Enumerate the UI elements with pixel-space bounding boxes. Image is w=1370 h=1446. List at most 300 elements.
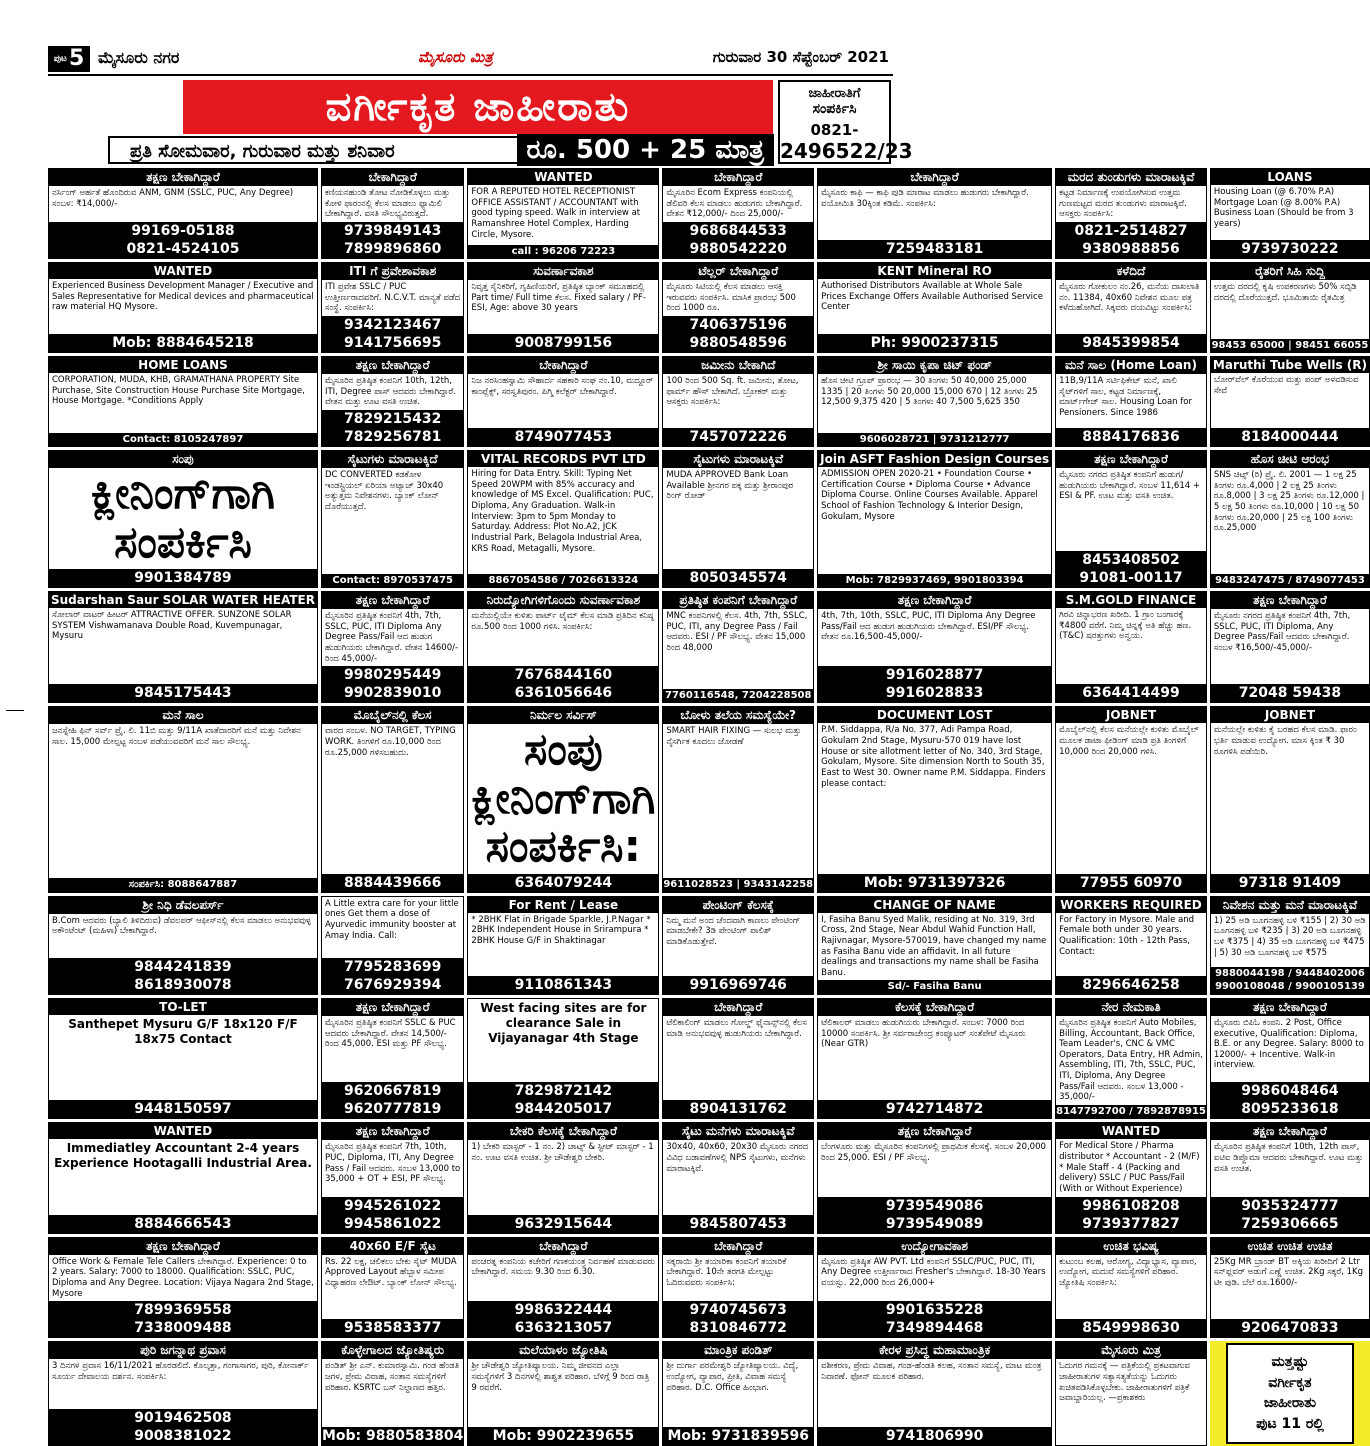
ad-body: ಮೈಸೂರಿನ ಪ್ರತಿಷ್ಠಿತ ಕಂಪನಿಗೆ 7th, 10th, PUC, Diploma, ITI, Any Degree Pass / Fail ಆದವರು. ಸಂಬಳ 13,000 to 35,000 + OT + ESI, PF ಸೌಲಭ್ಯ.: [324, 1142, 461, 1185]
classified-ad: [48, 896, 318, 995]
more-line-3: ಜಾಹೀರಾತು: [1263, 1395, 1317, 1412]
ad-phone: Sd/- Fasiha Banu: [818, 980, 1051, 994]
ad-body: For Medical Store / Pharma distributor * Accountant - 2 (M/F) * Male Staff - 4 (Packing and delivery) SSLC / PUC Pass/Fail (With or Without Experience): [1059, 1141, 1200, 1194]
classified-ad: [321, 1341, 464, 1446]
ad-phone: Mob: 8884645218: [49, 334, 317, 352]
ad-heading: ಪ್ರತಿಷ್ಠಿತ ಕಂಪನಿಗೆ ಬೇಕಾಗಿದ್ದಾರೆ: [663, 592, 813, 609]
ad-phone: Mob: 9902239655: [468, 1427, 658, 1445]
ad-phone: 9880044198 / 9448402006: [1211, 967, 1369, 981]
classified-ad: [467, 356, 659, 447]
ad-phone: 9901384789: [49, 569, 317, 587]
ad-phone: 9901635228: [818, 1301, 1051, 1319]
ad-phone: 7760116548, 7204228508: [665, 689, 812, 701]
ad-heading: ಶ್ರೀ ಸಾಯಿ ಕೃಪಾ ಚಿಟ್ ಫಂಡ್: [818, 357, 1051, 374]
banner-rate: ರೂ. 500 + 25 ಮಾತ್ರ: [517, 134, 774, 166]
classified-ad: [1055, 356, 1207, 447]
ad-phone: 9035324777: [1211, 1197, 1369, 1215]
ad-heading: S.M.GOLD FINANCE: [1056, 592, 1206, 608]
ad-body: ನರ್ಸಿಂಗ್ ಅರ್ಹತೆ ಹೊಂದಿರುವ ANM, GNM (SSLC, PUC, Any Degree) ಸಂಬಳ: ₹14,000/-: [52, 188, 294, 209]
ad-phone-secondary: 8618930078: [49, 976, 317, 994]
ad-body: ಮೈಸೂರಿನ ಪ್ರತಿಷ್ಠಿತ ಕಂಪನಿಗೆ SSLC & PUC ಆದವರು ಬೇಕಾಗಿದ್ದಾರೆ. ವೇತನ 14,500/- ರಿಂದ 45,000. ESI ಮತ್ತು PF ಸೌಲಭ್ಯ.: [324, 1017, 456, 1050]
ad-body: Office Work & Female Tele Callers ಬೇಕಾಗಿದ್ದಾರೆ. Experience: 0 to 2 years. Salary: 7000 to 18000. Qualification: SSLC, PUC, Diploma and Any Degree. Location: Vijaya Nagara 2nd Stage, Mysore: [52, 1256, 314, 1299]
ad-heading: ಮಾಂತ್ರಿಕ ಪಂಡಿತ್: [663, 1342, 813, 1359]
ad-body: ನಿಮ್ಮ ಮನೆ ಅಂದ ಚೆಂದವಾಗಿ ಕಾಣಲು ಪೇಂಟಿಂಗ್ ಮಾಡಬೇಕೇ? 3ಡಿ ಪೇಂಟಿಂಗ್ ಪಾಲಿಶ್ ಮಾಡಿಕೊಡುತ್ತೇವೆ.: [666, 915, 801, 947]
ad-heading: ಬೋಳು ತಲೆಯ ಸಮಸ್ಯೆಯೇ?: [663, 707, 813, 724]
classified-ad: [662, 356, 814, 447]
ad-body: Rs. 22 ಲಕ್ಷ, ಚಲಿಕಲು ಬೇಕು ಸೈಟ್ MUDA Approved Layout ಹೆಬ್ಬಾಳ ಸಮೀಪ ವಿಧ್ಯಾಹರಣ ಲೇಔಟ್. ಬ್ಯಾಂಕ್ ಲೋನ್ ಸೌಲಭ್ಯ.: [324, 1256, 457, 1288]
ad-heading: ಜಮೀನು ಬೇಕಾಗಿದೆ: [663, 357, 813, 374]
classified-ad: [662, 450, 814, 588]
ad-body: A Little extra care for your little ones Get them a dose of Ayurvedic immunity booster at Amay India. Call:: [324, 898, 459, 941]
ad-heading: ತಕ್ಷಣ ಬೇಕಾಗಿದ್ದಾರೆ: [322, 592, 463, 609]
ad-phone: 8549998630: [1056, 1319, 1206, 1337]
ad-heading: ಬೇಕಾಗಿದ್ದಾರೆ: [468, 1238, 658, 1255]
classified-grid: [48, 168, 1369, 1445]
ad-heading: WANTED: [49, 1123, 317, 1139]
ad-body: ಶ್ರೀ ದುರ್ಗಾ ಪರಮೇಶ್ವರಿ ಜ್ಯೋತಿಷ್ಯಾಲಯ. ವಿದ್ಯೆ, ಉದ್ಯೋಗ, ವ್ಯಾಪಾರ, ಪ್ರೀತಿ, ವಿವಾಹ ಸಮಸ್ಯೆ ಪರಿಹಾರ. D.C. Office ಹಿಂಭಾಗ.: [666, 1361, 799, 1393]
ad-heading: ಉಚಿತ ಉಚಿತ ಉಚಿತ: [1211, 1238, 1369, 1255]
ad-phone: 9945261022: [322, 1197, 463, 1215]
ad-phone: Mob: 7829937469, 9901803394: [818, 574, 1051, 588]
ad-body: ಟೆಲಿಕಾಲರ್ ಮಾಡಲು ಹುಡುಗಿಯರು ಬೇಕಾಗಿದ್ದಾರೆ. ಸಂಬಳ: 7000 ರಿಂದ 10000 ಸಂಪರ್ಕಿಸಿ. ಶ್ರೀ ಸರ್ವರಾಜೇಂದ್ರ ಕಂಪ್ಯೂಟರ್ ಸಂತೆಪೇಟೆ ಮೈಸೂರು (Near GTR): [821, 1017, 1026, 1050]
ad-heading: Sudarshan Saur SOLAR WATER HEATER: [51, 593, 315, 608]
ad-body: ಉತ್ತಮ ದರದಲ್ಲಿ ಕೃಷಿ ಉಪಕರಣಗಳು 50% ಸಬ್ಸಿಡಿ ದರದಲ್ಲಿ ದೊರೆಯುತ್ತದೆ. ಭೂಮಿತಾಯಿ ರೈತಮಿತ್ರ: [1213, 282, 1357, 303]
ad-phone: 9611028523 | 9343142258: [663, 879, 814, 891]
newspaper-logo: ಮೈಸೂರು ಮಿತ್ರ: [418, 48, 493, 66]
ad-phone-secondary: 9008381022: [49, 1427, 317, 1445]
ad-body: ಹೊಸ ಚೀಟಿ ಗ್ರೂಪ್ ಪ್ರಾರಂಭ — 30 ತಿಂಗಳು 50 40,000 25,000 1335 | 20 ತಿಂಗಳು 50 20,000 15,000 670 | 12 ತಿಂಗಳು 25 12,500 9,375 420 | 5 ತಿಂಗಳು 40 7,500 5,625 350: [821, 376, 1038, 408]
ad-phone: 8884176836: [1056, 428, 1206, 446]
ad-contact-box: [778, 80, 913, 164]
ad-body: ಮನೆಯಲ್ಲಿಯೇ ಕುಳಿತು ಪಾರ್ಟ್ ಟೈಮ್ ಕೆಲಸ ಮಾಡಿ ಪ್ರತಿದಿನ ಕನಿಷ್ಠ ರೂ.500 ರಿಂದ 1000 ಗಳಿಸಿ. ಸಂಪರ್ಕಿಸಿ:: [471, 611, 654, 632]
ad-heading: JOBNET: [1056, 707, 1206, 723]
classified-ad: [467, 591, 659, 703]
ad-phone: 8050345574: [663, 569, 813, 587]
ad-phone-secondary: 9902839010: [322, 684, 463, 702]
classified-ad: [662, 998, 814, 1120]
ad-phone: 7259483181: [818, 240, 1051, 258]
ad-body: Housing Loan (@ 6.70% P.A) Mortgage Loan (@ 8.00% P.A) Business Loan (Should be from 3 years): [1213, 187, 1354, 229]
ad-heading: ಸೈಟುಗಳು ಮಾರಾಟಕ್ಕಿದೆ: [322, 451, 463, 468]
ad-phone: 8147792700 / 7892878915: [1056, 1105, 1206, 1117]
ad-heading: ಕೇರಳ ಪ್ರಸಿದ್ಧ ಮಹಾಮಾಂತ್ರಿಕ: [818, 1342, 1051, 1359]
ad-heading: ಪೇಂಟಿಂಗ್ ಕೆಲಸಕ್ಕೆ: [663, 897, 813, 914]
classified-ad: [1210, 1237, 1370, 1339]
ad-heading: ತಕ್ಷಣ ಬೇಕಾಗಿದ್ದಾರೆ: [1211, 999, 1369, 1016]
classified-ad: [467, 896, 659, 995]
ad-body: ಬೋರ್‌ವೆಲ್ ಕೊರೆಯುವ ಮತ್ತು ಪಂಪ್ ಅಳವಡಿಸುವ ಸೇವೆ: [1213, 375, 1359, 396]
ad-heading: For Rent / Lease: [468, 897, 658, 913]
ad-phone: 9606028721 | 9731212777: [818, 433, 1051, 447]
page-number-badge: ಪುಟ5: [48, 46, 90, 72]
ad-body: ಶ್ರೀ ಚೌಡೇಶ್ವರಿ ಜ್ಯೋತಿಷ್ಯಾಲಯ. ನಿಮ್ಮ ಜೀವನದ ಎಲ್ಲಾ ಸಮಸ್ಯೆಗಳಿಗೆ 3 ದಿನಗಳಲ್ಲಿ ಶಾಶ್ವತ ಪರಿಹಾರ. ಬೆಳಿಗ್ಗೆ 9 ರಿಂದ ರಾತ್ರಿ 9 ರವರೆಗೆ.: [471, 1361, 650, 1393]
classified-ad: [1055, 450, 1207, 588]
ad-phone: 6364414499: [1056, 684, 1206, 702]
ad-phone-secondary: 6361056646: [468, 684, 658, 702]
ad-phone-secondary: 9900108048 / 9900105139: [1211, 980, 1369, 994]
issue-date: ಗುರುವಾರ 30 ಸೆಪ್ಟೆಂಬರ್ 2021: [712, 48, 889, 66]
ad-heading: ತಕ್ಷಣ ಬೇಕಾಗಿದ್ದಾರೆ: [322, 1123, 463, 1140]
contact-line-3: 0821-: [810, 121, 859, 139]
ad-phone: 8453408502: [1056, 551, 1206, 569]
ad-phone-secondary: 9739377827: [1056, 1215, 1206, 1233]
ad-body: ಮೈಸೂರು ಗೋಕುಲಂ ನಂ.26, ಮನೆಯ ದಾಖಲಾತಿ ನಂ. 11384, 40x60 ನಿವೇಶನ ಮೂಲ ಪತ್ರ ಕಳೆದುಹೋಗಿದೆ. ಸಿಕ್ಕವರು ದಯವಿಟ್ಟು ಸಂಪರ್ಕಿಸಿ:: [1059, 282, 1200, 314]
ad-heading: CHANGE OF NAME: [818, 897, 1051, 913]
ad-heading: ಉಚಿತ ಭವಿಷ್ಯ: [1056, 1238, 1206, 1255]
ad-body: ಮೈಸೂರು ಕಾಫಿ — ಕಾಫಿ ಪುಡಿ ಮಾರಾಟ ಮಾಡಲು ಹುಡುಗರು ಬೇಕಾಗಿದ್ದಾರೆ. ವಯೋಮಿತಿ 30ಕ್ಕಿಂತ ಕಡಿಮೆ. ಸಂಪರ್ಕಿಸಿ:: [821, 188, 1029, 209]
ad-phone: 0821-2514827: [1056, 222, 1206, 240]
ad-phone-secondary: 8095233618: [1211, 1100, 1369, 1118]
ad-heading: 40x60 E/F ಸೈಟ: [322, 1238, 463, 1255]
ad-body: 11B,9/11A ಸರ್ಟಿಫಿಕೇಟ್ ಮನೆ, ಖಾಲಿ ಸೈಟ್‌ಗಳಿಗೆ ಸಾಲ, ಕಟ್ಟಡ ನಿರ್ಮಾಣಕ್ಕೆ, ಮಾರ್ಟ್‌ಗೇಜ್ ಸಾಲ. Housing Loan for Pensioners. Since 1986: [1059, 376, 1192, 418]
ad-heading: ಹೊಸ ಚೀಟಿ ಆರಂಭ: [1211, 451, 1369, 468]
ad-heading: ಮರದ ತುಂಡುಗಳು ಮಾರಾಟಕ್ಕಿವೆ: [1056, 169, 1206, 186]
ad-heading: WANTED: [468, 169, 658, 185]
ad-body: ಓದುಗರ ಗಮನಕ್ಕೆ — ಪತ್ರಿಕೆಯಲ್ಲಿ ಪ್ರಕಟವಾಗುವ ಜಾಹೀರಾತುಗಳ ಸತ್ಯಾಸತ್ಯತೆಯನ್ನು ಓದುಗರು ಖಚಿತಪಡಿಸಿಕೊಳ್ಳಬೇಕು. ಜಾಹೀರಾತುಗಳಿಗೆ ಪತ್ರಿಕೆ ಜವಾಬ್ದಾರಿಯಲ್ಲ. —ಪ್ರಕಾಶಕರು: [1059, 1361, 1190, 1404]
ad-phone: 7829872142: [468, 1082, 658, 1100]
classified-ad: [817, 706, 1052, 892]
ad-heading: ತಕ್ಷಣ ಬೇಕಾಗಿದ್ದಾರೆ: [818, 592, 1051, 609]
ad-body: CORPORATION, MUDA, KHB, GRAMATHANA PROPERTY Site Purchase, Site Construction House Purchase Site Mortgage, House Mortgage. *Conditions Apply: [52, 375, 305, 407]
ad-phone: 9342123467: [322, 316, 463, 334]
classified-ad: [817, 262, 1052, 353]
contact-phone: 2496522/23: [780, 139, 913, 163]
classified-ad: [48, 1237, 318, 1339]
ad-body: ಪಂಡಿತ್ ಶ್ರೀ ಎನ್. ಕುಮಾರಸ್ವಾಮಿ. ಗಂಡ ಹೆಂಡತಿ ಜಗಳ, ಪ್ರೇಮ ವಿವಾಹ, ಸಂತಾನ ಸಮಸ್ಯೆಗಳಿಗೆ ಪರಿಹಾರ. KSRTC ಬಸ್ ನಿಲ್ದಾಣದ ಹತ್ತಿರ.: [324, 1361, 460, 1393]
ad-phone-secondary: 7349894468: [818, 1319, 1051, 1337]
ad-body: SMART HAIR FIXING — ಸುಲಭ ಮತ್ತು ನೈಸರ್ಗಿಕ ಕೂದಲು ಜೋಡಣೆ: [666, 726, 802, 747]
classified-ad: [1210, 896, 1370, 995]
classified-ad: [467, 450, 659, 588]
ad-heading: HOME LOANS: [49, 357, 317, 373]
ad-phone: 9845807453: [663, 1215, 813, 1233]
ad-heading: ಪುರಿ ಜಗನ್ನಾಥ ಪ್ರವಾಸ: [49, 1342, 317, 1359]
ad-heading: ಮಲೆಯಾಳಂ ಜ್ಯೋತಿಷಿ: [468, 1342, 658, 1359]
ad-heading: ತಕ್ಷಣ ಬೇಕಾಗಿದ್ದಾರೆ: [49, 169, 317, 186]
ad-phone-secondary: 8310846772: [663, 1319, 813, 1337]
ad-body: Experienced Business Development Manager / Executive and Sales Representative for Medical devices and pharmaceutical raw material HQ Mysore.: [52, 281, 314, 313]
ad-phone: 9845175443: [49, 684, 317, 702]
ad-phone: 9845399854: [1056, 334, 1206, 352]
ad-phone: call : 96206 72223: [468, 245, 658, 259]
ad-phone: 77955 60970: [1056, 874, 1206, 892]
ad-phone: 8867054586 / 7026613324: [468, 574, 658, 588]
ad-body: ಸಕ್ಕರಾಯಿ ಶ್ರೀ ತಯಾರಿಕಾ ಕಂಪನಿಗೆ ತಯಾರಿಕೆ ಬೇಕಾಗಿದ್ದಾರೆ. 10ನೇ ತರಗತಿ ಮೇಲ್ಪಟ್ಟು ಓದಿರುವವರು ಸಂಪರ್ಕಿಸಿ:: [666, 1256, 787, 1288]
ad-body: ADMISSION OPEN 2020-21 • Foundation Course • Certification Course • Diploma Course • Advance Diploma Course. Online Courses Available. Apparel School of Fashion Technology & Interior Design, Gokulam, Mysore: [821, 469, 1038, 522]
ad-phone-secondary: 9620777819: [322, 1100, 463, 1118]
classified-ad: [662, 168, 814, 259]
ad-phone-secondary: 91081-00117: [1056, 569, 1206, 587]
ad-heading: ಮನೆ ಸಾಲ (Home Loan): [1056, 357, 1206, 374]
ad-body: DC CONVERTED ಕಡಕೋಳ ಇಂಡಸ್ಟ್ರಿಯಲ್ ಏರಿಯಾ ಅಟ್ಯಾಚ್ 30x40 ಅತ್ಯುತ್ತಮ ನಿವೇಶನಗಳು. ಬ್ಯಾಂಕ್ ಲೋನ್ ದೊರೆಯುತ್ತದೆ.: [324, 470, 444, 513]
ad-body: P.M. Siddappa, R/a No. 377, Adi Pampa Road, Gokulam 2nd Stage, Mysuru-570 019 have lost House or site allotment letter of No. 340, 3rd Stage, Gokulam, Mysore. Site dimension North to South 35, East to West 30. Owner name P.M. Siddappa. Finders please contact:: [821, 725, 1046, 789]
classified-ad: [321, 998, 464, 1120]
ad-phone: 9741806990: [818, 1427, 1051, 1445]
classified-ad: [467, 1237, 659, 1339]
classified-ad: [321, 1122, 464, 1233]
classified-ad: [467, 998, 659, 1120]
ad-heading: ತಕ್ಷಣ ಬೇಕಾಗಿದ್ದಾರೆ: [1211, 1123, 1369, 1140]
ad-heading: LOANS: [1211, 169, 1369, 185]
ad-body: SNS ಚಿಟ್ಸ್ (ರಿ) ಪ್ರೈ. ಲಿ. 2001 — 1 ಲಕ್ಷ 25 ತಿಂಗಳು ರೂ.4,000 | 2 ಲಕ್ಷ 25 ತಿಂಗಳು ರೂ.8,000 | 3 ಲಕ್ಷ 25 ತಿಂಗಳು ರೂ.12,000 | 5 ಲಕ್ಷ 50 ತಿಂಗಳು ರೂ.10,000 | 10 ಲಕ್ಷ 50 ತಿಂಗಳು ರೂ.20,000 | 25 ಲಕ್ಷ 100 ತಿಂಗಳು ರೂ.25,000: [1213, 470, 1365, 534]
ad-heading: VITAL RECORDS PVT LTD: [468, 451, 658, 467]
more-box-body: [1210, 1341, 1370, 1446]
ad-heading: ತಕ್ಷಣ ಬೇಕಾಗಿದ್ದಾರೆ: [1211, 592, 1369, 609]
ad-phone: Contact: 8105247897: [49, 433, 317, 447]
ad-heading: Join ASFT Fashion Design Courses: [820, 452, 1050, 467]
ad-phone: 9742714872: [818, 1100, 1051, 1118]
ad-phone: 9620667819: [322, 1082, 463, 1100]
ad-body: ಮೈಸೂರು ನಗರದ ಪ್ರತಿಷ್ಠಿತ ಕಂಪನಿಗೆ 4th, 7th, SSLC, PUC, ITI Diploma, Any Degree Pass/Fail ಆದವರು ಬೇಕಾಗಿದ್ದಾರೆ. ಸಂಬಳ ₹16,500/-45,000/-: [1213, 611, 1351, 653]
classified-ad: [1055, 998, 1207, 1120]
ad-phone: 7795283699: [322, 958, 463, 976]
ad-phone-secondary: 9739549089: [818, 1215, 1051, 1233]
classified-ad: [662, 262, 814, 353]
ad-heading: WANTED: [1056, 1123, 1206, 1139]
more-box-inner: [1226, 1343, 1353, 1444]
ad-heading: ತಕ್ಷಣ ಬೇಕಾಗಿದ್ದಾರೆ: [49, 1238, 317, 1255]
classified-ad: [1210, 450, 1370, 588]
ad-body: 100 ರಿಂದ 500 Sq. ft. ಜಮೀನು, ತೋಟ, ಫಾರ್ಮ್ ಹೌಸ್ ಬೇಕಾಗಿದೆ. ಬ್ರೋಕರ್ ಮತ್ತು ಆಸಕ್ತರು ಸಂಪರ್ಕಿಸಿ:: [666, 376, 799, 408]
ad-body: ಸೋಲಾರ್ ವಾಟರ್ ಹೀಟರ್ ATTRACTIVE OFFER. SUNZONE SOLAR SYSTEM Vishwamanava Double Road, Kuvempunagar, Mysuru: [52, 610, 292, 642]
ad-body: ಕಟ್ಟಡ ನಿರ್ಮಾಣಕ್ಕೆ ಉಪಯೋಗಿಸುವ ಉತ್ತಮ ಗುಣಮಟ್ಟದ ಮರದ ತುಂಡುಗಳು ಮಾರಾಟಕ್ಕಿವೆ. ಆಸಕ್ತರು ಸಂಪರ್ಕಿಸಿ:: [1059, 188, 1187, 220]
more-classifieds-box: [1210, 1341, 1370, 1446]
ad-body: ITI ಪ್ರವೇಶ SSLC / PUC ಉತ್ತೀರ್ಣರಾದವರಿಗೆ. N.C.V.T. ಮಾನ್ಯತೆ ಪಡೆದ ಸಂಸ್ಥೆ. ಸಂಪರ್ಕಿಸಿ:: [324, 282, 461, 314]
ad-phone: 8884439666: [322, 874, 463, 892]
classified-ad: [662, 1341, 814, 1446]
ad-heading: ನಿರ್ಮಲ ಸರ್ವಿಸ್: [468, 707, 658, 724]
ad-heading: ಸುವರ್ಣಾವಕಾಶ: [468, 263, 658, 280]
ad-phone: 9206470833: [1211, 1319, 1369, 1337]
classified-ad: [48, 450, 318, 588]
ad-body: MNC ಕಂಪನಿಗಳಲ್ಲಿ ಕೆಲಸ. 4th, 7th, SSLC, PUC, ITI, any Degree Pass / Fail ಆದವರು. ESI / PF ಸೌಲಭ್ಯ. ವೇತನ 15,000 ರಿಂದ 48,000: [666, 611, 808, 653]
ad-heading: ಬೇಕಾಗಿದ್ದಾರೆ: [663, 999, 813, 1016]
ad-body: FOR A REPUTED HOTEL RECEPTIONIST OFFICE ASSISTANT / ACCOUNTANT with good typing speed. Walk in interview at Ramanshree Hotel Complex, Harding Circle, Mysore.: [471, 187, 641, 240]
classified-ad: [48, 168, 318, 259]
ad-body: 1) 25 ಅಡಿ ಬೂಗನಹಳ್ಳಿ ಬಳಿ ₹155 | 2) 30 ಅಡಿ ಬೂಗನಹಳ್ಳಿ ಬಳಿ ₹235 | 3) 20 ಅಡಿ ಬೂಗನಹಳ್ಳಿ ಬಳಿ ₹375 | 4) 35 ಅಡಿ ಬೂಗನಹಳ್ಳಿ ಬಳಿ ₹475 | 5) 30 ಅಡಿ ಬೂಗನಹಳ್ಳಿ ಬಳಿ ₹575: [1213, 915, 1366, 958]
classified-ad: [1055, 896, 1207, 995]
ad-phone-secondary: 9880548596: [663, 334, 813, 352]
ad-phone: 7899369558: [49, 1301, 317, 1319]
contact-line-1: ಜಾಹೀರಾತಿಗೆ: [808, 86, 861, 101]
ad-phone: 9740745673: [663, 1301, 813, 1319]
ad-heading: ಬೇಕಾಗಿದ್ದಾರೆ: [663, 1238, 813, 1255]
ad-phone-secondary: 7676929394: [322, 976, 463, 994]
ad-body: ಬೆಂಗಳೂರು ಮತ್ತು ಮೈಸೂರಿನ ಕಂಪನಿಗಳಲ್ಲಿ ಪ್ರಾಥಮಿಕ ಕೆಲಸಕ್ಕೆ. ಸಂಬಳ 20,000 ರಿಂದ 25,000. ESI / PF ಸೌಲಭ್ಯ.: [821, 1142, 1046, 1164]
ad-body: Immediatley Accountant 2-4 years Experience Hootagalli Industrial Area.: [54, 1141, 312, 1171]
ad-heading: ಸಂಪು: [49, 451, 317, 468]
ad-phone: 9916969746: [663, 976, 813, 994]
ad-body: 3 ದಿನಗಳ ಪ್ರವಾಸ 16/11/2021 ಹೊರಡಲಿದೆ. ಕೊಲ್ಕತ್ತಾ, ಗಂಗಾಸಾಗರ, ಪುರಿ, ಕೋನಾರ್ಕ್ ಸೂರ್ಯ ದೇವಾಲಯ ದರ್ಶನ. ಸಂಪರ್ಕಿಸಿ:: [52, 1361, 309, 1383]
ad-body: B.Com ಆದವರು (ಬ್ಯಾಲಿ ತಿಳಿದಿರುವ) ಡೆವಲಪರ್ ಆಫೀಸ್‌ನಲ್ಲಿ ಕೆಲಸ ಮಾಡಲು ಅನುಭವವುಳ್ಳ ಅಕೌಂಟೆಂಟ್ (ಮಹಿಳಾ) ಬೇಕಾಗಿದ್ದಾರೆ.: [52, 915, 311, 937]
classified-ad: [321, 356, 464, 447]
ad-phone: 9686844533: [663, 222, 813, 240]
ad-phone: 98453 65000 | 98451 66055: [1211, 339, 1369, 351]
ad-phone: 8904131762: [663, 1100, 813, 1118]
ad-heading: ನಿವೇಶನ ಮತ್ತು ಮನೆ ಮಾರಾಟಕ್ಕಿವೆ: [1211, 897, 1369, 914]
classified-ad: [321, 168, 464, 259]
ad-phone-secondary: 7338009488: [49, 1319, 317, 1337]
ad-body: ಮೈಸೂರು ನಗರದ ಪ್ರತಿಷ್ಠಿತ ಕಂಪನಿಗೆ ಹುಡುಗ/ಹುಡುಗಿಯರು ಬೇಕಾಗಿದ್ದಾರೆ. ಸಂಬಳ 11,614 + ESI & PF. ಊಟ ಮತ್ತು ವಸತಿ ಉಚಿತ.: [1059, 470, 1200, 502]
ad-phone-secondary: 0821-4524105: [49, 240, 317, 258]
ad-phone: 9844241839: [49, 958, 317, 976]
ad-phone-secondary: 9945861022: [322, 1215, 463, 1233]
classified-ad: [48, 356, 318, 447]
more-line-2: ವರ್ಗೀಕೃತ: [1268, 1374, 1312, 1391]
ad-phone: 9538583377: [322, 1319, 463, 1337]
ad-phone: 9448150597: [49, 1100, 317, 1118]
ad-heading: ITI ಗೆ ಪ್ರವೇಶಾವಕಾಶ: [322, 263, 463, 280]
classified-ad: [817, 1237, 1052, 1339]
ad-phone: 8884666543: [49, 1215, 317, 1233]
ad-phone: ಸಂಪರ್ಕಿಸಿ: 8088647887: [49, 878, 317, 892]
ad-body: * 2BHK Flat in Brigade Sparkle, J.P.Nagar * 2BHK Independent House in Srirampura * 2BHK House G/F in Shaktinagar: [471, 914, 651, 946]
ad-heading: WANTED: [49, 263, 317, 279]
ad-heading: ಶ್ರೀ ನಿಧಿ ಡೆವಲಪರ್ಸ್: [49, 897, 317, 914]
ad-body: ಮೈಸೂರು ಪ್ರತಿಷ್ಠಿತ AW PVT. Ltd ಕಂಪನಿಗೆ SSLC/PUC, PUC, ITI, Any Degree ಉತ್ತೀರ್ಣರಾದ Fresher's ಬೇಕಾಗಿದ್ದಾರೆ. 18-30 Years ವಯಸ್ಸು. 22,000 ರಿಂದ 26,000+: [821, 1256, 1046, 1288]
ad-body: MUDA APPROVED Bank Loan Available ಶ್ರೀನಗರ ಪಕ್ಕ ಮತ್ತು ಶ್ರೀರಾಂಪುರ ರಿಂಗ್ ರೋಡ್: [666, 470, 794, 502]
classified-ad: [1055, 168, 1207, 259]
ad-phone: Mob: 9731839596: [663, 1427, 813, 1445]
classified-ad: [467, 168, 659, 259]
ad-body: ಮೈಸೂರಿನ ಪ್ರತಿಷ್ಠಿತ ಕಂಪನಿಗೆ 10th, 12th, ITI, Degree ಪಾಸ್ ಆದವರು ಬೇಕಾಗಿದ್ದಾರೆ. ವೇತನ ಮತ್ತು ಊಟ ವಸತಿ ಉಚಿತ.: [324, 376, 456, 408]
ad-heading: ಕೆಲಸಕ್ಕೆ ಬೇಕಾಗಿದ್ದಾರೆ: [818, 999, 1051, 1016]
ad-body: Authorised Distributors Available at Whole Sale Prices Exchange Offers Available Authorised Service Center: [821, 281, 1043, 313]
ad-body: Santhepet Mysuru G/F 18x120 F/F 18x75 Contact: [68, 1016, 298, 1046]
ad-phone-secondary: 9880542220: [663, 240, 813, 258]
ad-phone: 7676844160: [468, 666, 658, 684]
classified-ad: [1210, 356, 1370, 447]
classified-ad: [321, 591, 464, 703]
ad-body: ಜನಸ್ನೇಹಿ ಫಿನ್ ಸರ್ವ್ ಪ್ರೈ. ಲಿ. 11ಬಿ ಮತ್ತು 9/11A ಖಾತೆದಾರರಿಗೆ ಮನೆ ಮತ್ತು ನಿವೇಶನ ಸಾಲ. 15,000 ಮೇಲ್ಪಟ್ಟ ಸಂಬಳ ಪಡೆಯುವವರಿಗೆ ಮನೆ ಸಾಲ ಸೌಲಭ್ಯ.: [52, 726, 301, 747]
registration-mark: [6, 710, 24, 711]
ad-phone: 9483247475 / 8749077453: [1211, 574, 1369, 588]
ad-body: ಮೈಸೂರು ಸಿಟಿಯಲ್ಲಿ ಕೆಲಸ ಮಾಡಲು ಆಸಕ್ತಿ ಇರುವವರು ಸಂಪರ್ಕಿಸಿ. ಮಾಸಿಕ ಪ್ರಾರಂಭ 500 ರಿಂದ 1000 ರೂ.: [666, 282, 796, 314]
classified-ad: [1210, 168, 1370, 259]
ad-phone: 9980295449: [322, 666, 463, 684]
ad-heading: ತಕ್ಷಣ ಬೇಕಾಗಿದ್ದಾರೆ: [1056, 451, 1206, 468]
ad-heading: ತಕ್ಷಣ ಬೇಕಾಗಿದ್ದಾರೆ: [322, 999, 463, 1016]
classified-ad: [662, 1122, 814, 1233]
ad-phone: 9986322444: [468, 1301, 658, 1319]
classified-ad: [1210, 706, 1370, 892]
classified-ad: [1055, 262, 1207, 353]
ad-phone: 9739549086: [818, 1197, 1051, 1215]
masthead: [48, 46, 893, 76]
ad-heading: WORKERS REQUIRED: [1056, 897, 1206, 913]
classified-ad: [662, 591, 814, 703]
classified-ad: [467, 1122, 659, 1233]
ad-body: 30x40, 40x60, 20x30 ಮೈಸೂರು ನಗರದ ವಿವಿಧ ಬಡಾವಣೆಗಳಲ್ಲಿ NPS ಸೈಟುಗಳು, ಮನೆಗಳು ಮಾರಾಟಕ್ಕಿವೆ.: [666, 1142, 809, 1174]
ad-phone-secondary: 9380988856: [1056, 240, 1206, 258]
ad-body: ಕಣಿಯನಹುಂಡಿ ತೋಟ ನೋಡಿಕೊಳ್ಳಲು ಮತ್ತು ಕೋಳಿ ಫಾರಂನಲ್ಲಿ ಕೆಲಸ ಮಾಡಲು ಫ್ಯಾಮಿಲಿ ಬೇಕಾಗಿದ್ದಾರೆ. ವಸತಿ ಸೌಲಭ್ಯವಿರುತ್ತದೆ.: [324, 188, 450, 220]
ad-phone: 9019462508: [49, 1409, 317, 1427]
ad-body: ಕ್ಲೀನಿಂಗ್‌ಗಾಗಿ ಸಂಪರ್ಕಿಸಿ: [91, 468, 275, 568]
ad-heading: TO-LET: [49, 999, 317, 1015]
banner-schedule: ಪ್ರತಿ ಸೋಮವಾರ, ಗುರುವಾರ ಮತ್ತು ಶನಿವಾರ: [108, 136, 773, 164]
ad-heading: KENT Mineral RO: [818, 263, 1051, 279]
ad-heading: ಕೊಳ್ಳೇಗಾಲದ ಜ್ಯೋತಿಷ್ಯರು: [322, 1342, 463, 1359]
ad-phone: Mob: 9880583804: [321, 1428, 464, 1445]
classified-ad: [817, 168, 1052, 259]
ad-heading: DOCUMENT LOST: [818, 707, 1051, 723]
ad-heading: ಸೈಟುಗಳು ಮಾರಾಟಕ್ಕಿವೆ: [663, 451, 813, 468]
ad-phone-secondary: 7829256781: [322, 428, 463, 446]
ad-phone: 9916028877: [818, 666, 1051, 684]
classified-ad: [817, 356, 1052, 447]
ad-phone: 6364079244: [468, 874, 658, 892]
more-line-1: ಮತ್ತಷ್ಟು: [1271, 1354, 1309, 1371]
ad-phone-secondary: 9844205017: [468, 1100, 658, 1118]
classified-ad: [48, 262, 318, 353]
ad-heading: JOBNET: [1211, 707, 1369, 723]
ad-heading: ತಕ್ಷಣ ಬೇಕಾಗಿದ್ದಾರೆ: [322, 357, 463, 374]
classified-ad: [1210, 998, 1370, 1120]
ad-body: ಸಂಪು ಕ್ಲೀನಿಂಗ್‌ಗಾಗಿ ಸಂಪರ್ಕಿಸಿ:: [471, 724, 656, 873]
ad-phone: 9739730222: [1211, 240, 1369, 258]
section-title: ಮೈಸೂರು ನಗರ: [98, 48, 180, 67]
ad-phone: 9008799156: [468, 334, 658, 352]
ad-body: ಪಂಚರತ್ನ ಕಂಪನಿಯ ಕಚೇರಿಗೆ ಗಣಕಯಂತ್ರ ನಿರ್ವಹಣೆ ಮಾಡುವವರು ಬೇಕಾಗಿದ್ದಾರೆ. ಸಮಯ 9.30 ರಿಂದ 6.30.: [471, 1256, 655, 1278]
classified-ad: [1055, 1341, 1207, 1446]
ad-body: I, Fasiha Banu Syed Malik, residing at No. 319, 3rd Cross, 2nd Stage, Near Abdul Wahid Function Hall, Rajivnagar, Mysore-570019, have changed my name as Fasiha Banu vide an affidavit. In all future dealings and transactions my name shall be Fasiha Banu.: [821, 914, 1047, 978]
ad-body: ಮೈಸೂರಿನ Ecom Express ಕಂಪನಿಯಲ್ಲಿ ಡೆಲಿವರಿ ಕೆಲಸ ಮಾಡಲು ಹುಡುಗರು ಬೇಕಾಗಿದ್ದಾರೆ. ವೇತನ ₹12,000/- ದಿಂದ 25,000/-: [666, 188, 803, 220]
ad-body: Hiring for Data Entry. Skill: Typing Net Speed 20WPM with 85% accuracy and knowledge of MS Excel. Qualification: PUC, Diploma, Any Graduation. Walk-in Interview: 3pm to 5pm Monday to Saturday. Address: Plot No.A2, JCK Industrial Park, Belagola Industrial Area, KRS Road, Metagalli, Mysore.: [471, 469, 654, 554]
ad-phone: Contact: 8970537475: [322, 574, 463, 588]
ad-phone: 7829215432: [322, 410, 463, 428]
ad-body: ನಿಜ ನರಸಿಂಹಸ್ವಾಮಿ ಸೌಹಾರ್ದ ಸಹಕಾರಿ ಸಂಘ ನಂ.10, ಮದ್ದೂರ್ ಕಾಂಪ್ಲೆಕ್ಸ್, ಸರಸ್ವತಿಪುರಂ. ಪಿಗ್ಮಿ ಕಲೆಕ್ಟರ್ ಬೇಕಾಗಿದ್ದಾರೆ.: [471, 376, 654, 397]
ad-body: ನಿವೃತ್ತ ಸೈನಿಕರಿಗೆ, ಗೃಹಿಣಿಯರಿಗೆ, ಪ್ರತಿಷ್ಠಿತ ಬ್ಯಾಂಕ್ ಸಮೂಹದಲ್ಲಿ Part time/ Full time ಕೆಲಸ. Fixed salary / PF-ESI, Age: above 30 years: [471, 282, 646, 314]
classified-ad: [817, 450, 1052, 588]
classified-ad: [817, 896, 1052, 995]
ad-phone-secondary: 7259306665: [1211, 1215, 1369, 1233]
ad-phone-secondary: 6363213057: [468, 1319, 658, 1337]
classified-ad: [321, 706, 464, 892]
ad-heading: ರೈತರಿಗೆ ಸಿಹಿ ಸುದ್ದಿ: [1211, 263, 1369, 280]
ad-heading: ಮೊಬೈಲ್‌ನಲ್ಲಿ ಕೆಲಸ: [322, 707, 463, 724]
ad-body: For Factory in Mysore. Male and Female both under 30 years. Qualification: 10th - 12th Pass, Contact:: [1059, 914, 1195, 957]
ad-phone: Ph: 9900237315: [818, 334, 1051, 352]
ad-heading: ಸೈಟು ಮನೆಗಳು ಮಾರಾಟಕ್ಕಿವೆ: [663, 1123, 813, 1140]
ad-heading: ಉದ್ಯೋಗಾವಕಾಶ: [818, 1238, 1051, 1255]
classified-ad: [1210, 1122, 1370, 1233]
ad-body: ಮೈಸೂರಿನ ಪ್ರತಿಷ್ಠಿತ ಕಂಪನಿಗೆ 4th, 7th, SSLC, PUC, ITI Diploma Any Degree Pass/Fail ಆದ ಹುಡುಗ ಹುಡುಗಿಯರು ಬೇಕಾಗಿದ್ದಾರೆ. ವೇತನ 14600/- ರಿಂದ 45,000/-: [324, 611, 459, 664]
ad-phone: 9986048464: [1211, 1082, 1369, 1100]
contact-line-2: ಸಂಪರ್ಕಿಸಿ: [812, 101, 857, 117]
ad-body: ಮನೆಯಲ್ಲೇ ಕುಳಿತು ಕೈ ಬರಹದ ಕೆಲಸ ಮಾಡಿ. ಫಾರಂ ಭರ್ತಿ ಮಾಡುವ ಉದ್ಯೋಗ. ಮಾಸ ಕ್ಕಿಂತ ₹ 30 ರೂಗಳಿಸಿ ಪಡೆಯಿರಿ.: [1213, 725, 1357, 757]
ad-body: ಟೆಲಿಕಾಲಿಂಗ್ ಮಾಡಲು ಗೋಲ್ಡ್ ಫೈನಾನ್ಸ್‌ನಲ್ಲಿ ಕೆಲಸ ಮಾಡಿ ಅನುಭವವುಳ್ಳ ಹುಡುಗಿಯರು ಬೇಕಾಗಿದ್ದಾರೆ.: [666, 1017, 807, 1039]
ad-heading: ಟೆಲ್ಲರ್ ಬೇಕಾಗಿದ್ದಾರೆ: [663, 263, 813, 280]
classified-ad: [467, 1341, 659, 1446]
classified-ad: [1055, 591, 1207, 703]
classified-ad: [321, 896, 464, 995]
classified-ad: [817, 998, 1052, 1120]
ad-body: ಮೈಸೂರು ಬಿಪಿಓ ಕಂಪನಿ. 2 Post, Office executive, Qualification: Diploma, B.E. or any Degree. Salary: 8000 to 12000/- + Incentive. Walk-in interview.: [1213, 1017, 1364, 1071]
classified-ad: [662, 706, 814, 892]
ad-phone-secondary: 7899896860: [322, 240, 463, 258]
banner-title: ವರ್ಗೀಕೃತ ಜಾಹೀರಾತು: [183, 80, 773, 134]
classified-ad: [662, 1237, 814, 1339]
classified-ad: [1210, 591, 1370, 703]
ad-body: ವಶೀಕರಣ, ಪ್ರೇಮ ವಿವಾಹ, ಗಂಡ-ಹೆಂಡತಿ ಕಲಹ, ಸಂತಾನ ಸಮಸ್ಯೆ, ಮಾಟ ಮಂತ್ರ ನಿವಾರಣೆ. ಫೋನ್ ಮೂಲಕ ಪರಿಹಾರ.: [821, 1361, 1042, 1383]
ad-heading: ಬೇಕಾಗಿದ್ದಾರೆ: [663, 169, 813, 186]
ad-body: 1) ಬೇಕರಿ ಮಾಸ್ಟರ್ - 1 ನಂ. 2) ಚಾಟ್ಸ್ & ಸ್ಟೀಟ್ ಮಾಸ್ಟರ್ - 1 ನಂ. ಊಟ ವಸತಿ ಉಚಿತ. ಶ್ರೀ ಚೌಡೇಶ್ವರಿ ಬೇಕರಿ.: [471, 1142, 654, 1164]
ad-body: ಮೈಸೂರಿನ ಪ್ರತಿಷ್ಠಿತ ಕಂಪನಿಗೆ Auto Mobiles, Billing, Accountant, Back Office, Team Leader's, CNC & VMC Operators, Data Entry, HR Admin, Assembling, ITI, 7th, SSLC, PUC, ITI, Diploma, Any Degree Pass/Fail ಆದವರು. ಸಂಬಳ 13,000 - 35,000/-: [1059, 1017, 1203, 1103]
ad-heading: ಬೇಕರಿ ಕೆಲಸಕ್ಕೆ ಬೇಕಾಗಿದ್ದಾರೆ: [468, 1123, 658, 1140]
classified-ad: [1055, 706, 1207, 892]
ad-body: ಕುಟುಂಬ ಕಲಹ, ಆರೋಗ್ಯ, ವಿದ್ಯಾಭ್ಯಾಸ, ವ್ಯಾಪಾರ, ಉದ್ಯೋಗ, ಮದುವೆ ಸಮಸ್ಯೆಗಳಿಗೆ ಪರಿಹಾರ. ಜ್ಯೋತಿಷಿ ಸಂಪರ್ಕಿಸಿ:: [1059, 1256, 1197, 1288]
ad-phone: 9739849143: [322, 222, 463, 240]
